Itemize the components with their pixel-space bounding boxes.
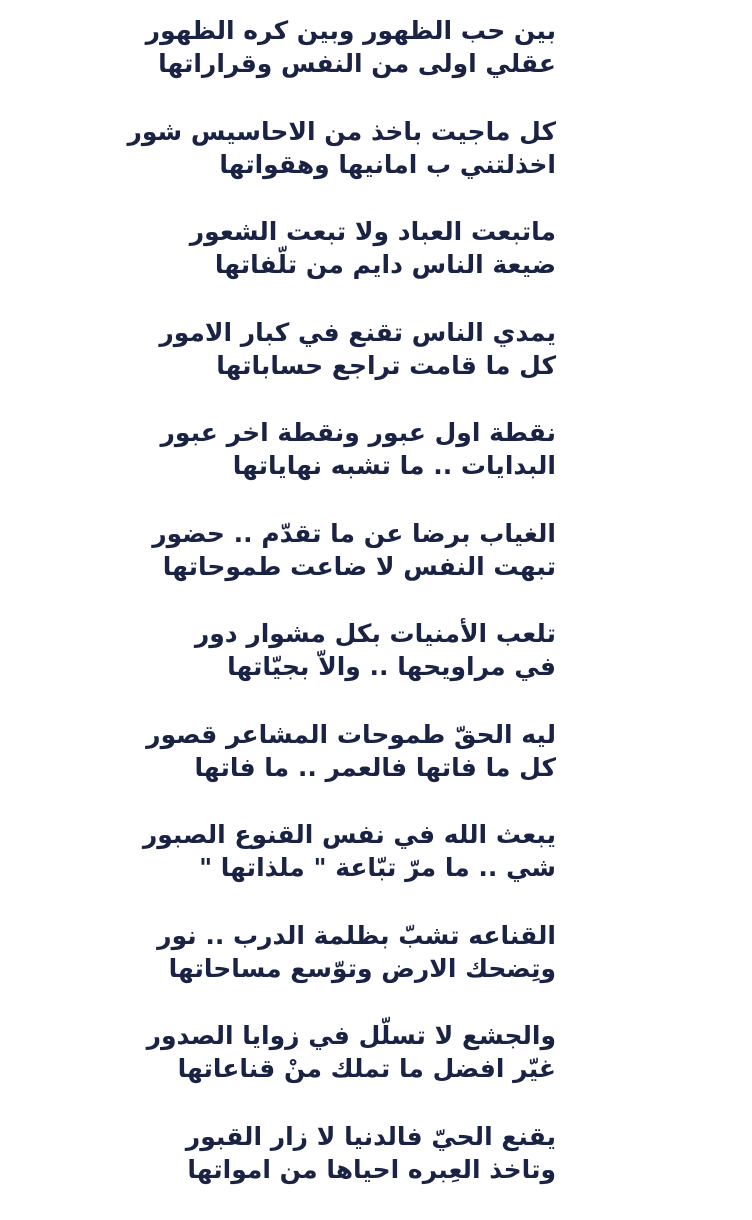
verse-line-second: عقلي اولى من النفس وقراراتها bbox=[36, 47, 556, 80]
verse-line-first: القناعه تشبّ بظلمة الدرب .. نور bbox=[36, 919, 556, 952]
stanza bbox=[36, 416, 556, 517]
stanza bbox=[36, 517, 556, 618]
verse-line-second: وتاخذ العِبره احياها من امواتها bbox=[36, 1153, 556, 1186]
verse-line-second: تبهت النفس لا ضاعت طموحاتها bbox=[36, 550, 556, 583]
stanza bbox=[36, 818, 556, 919]
stanza bbox=[36, 617, 556, 718]
verse-line-second: كل ما قامت تراجع حساباتها bbox=[36, 349, 556, 382]
verse-line-first: تلعب الأمنيات بكل مشوار دور bbox=[36, 617, 556, 650]
verse-line-second: شي .. ما مرّ تبّاعة " ملذاتها " bbox=[36, 851, 556, 884]
verse-line-first: الغياب برضا عن ما تقدّم .. حضور bbox=[36, 517, 556, 550]
poem-text bbox=[36, 14, 556, 1220]
verse-line-second: كل ما فاتها فالعمر .. ما فاتها bbox=[36, 751, 556, 784]
stanza bbox=[36, 316, 556, 417]
verse-line-first: بين حب الظهور وبين كره الظهور bbox=[36, 14, 556, 47]
verse-line-first: يبعث الله في نفس القنوع الصبور bbox=[36, 818, 556, 851]
verse-line-second: اخذلتني ب امانيها وهقواتها bbox=[36, 148, 556, 181]
verse-line-first: نقطة اول عبور ونقطة اخر عبور bbox=[36, 416, 556, 449]
stanza bbox=[36, 14, 556, 115]
stanza bbox=[36, 1019, 556, 1120]
verse-line-first: ليه الحقّ طموحات المشاعر قصور bbox=[36, 718, 556, 751]
verse-line-second: غيّر افضل ما تملك منْ قناعاتها bbox=[36, 1052, 556, 1085]
verse-line-first: ماتبعت العباد ولا تبعت الشعور bbox=[36, 215, 556, 248]
stanza bbox=[36, 919, 556, 1020]
verse-line-first: يقنع الحيّ فالدنيا لا زار القبور bbox=[36, 1120, 556, 1153]
stanza bbox=[36, 115, 556, 216]
stanza bbox=[36, 215, 556, 316]
verse-line-second: وتِضحك الارض وتوّسع مساحاتها bbox=[36, 952, 556, 985]
stanza bbox=[36, 718, 556, 819]
verse-line-second: البدايات .. ما تشبه نهاياتها bbox=[36, 449, 556, 482]
verse-line-first: يمدي الناس تقنع في كبار الامور bbox=[36, 316, 556, 349]
stanza bbox=[36, 1120, 556, 1220]
verse-line-second: في مراويحها .. والاّ بجيّاتها bbox=[36, 650, 556, 683]
verse-line-first: والجشع لا تسلّل في زوايا الصدور bbox=[36, 1019, 556, 1052]
verse-line-second: ضيعة الناس دايم من تلّفاتها bbox=[36, 248, 556, 281]
verse-line-first: كل ماجيت باخذ من الاحاسيس شور bbox=[36, 115, 556, 148]
